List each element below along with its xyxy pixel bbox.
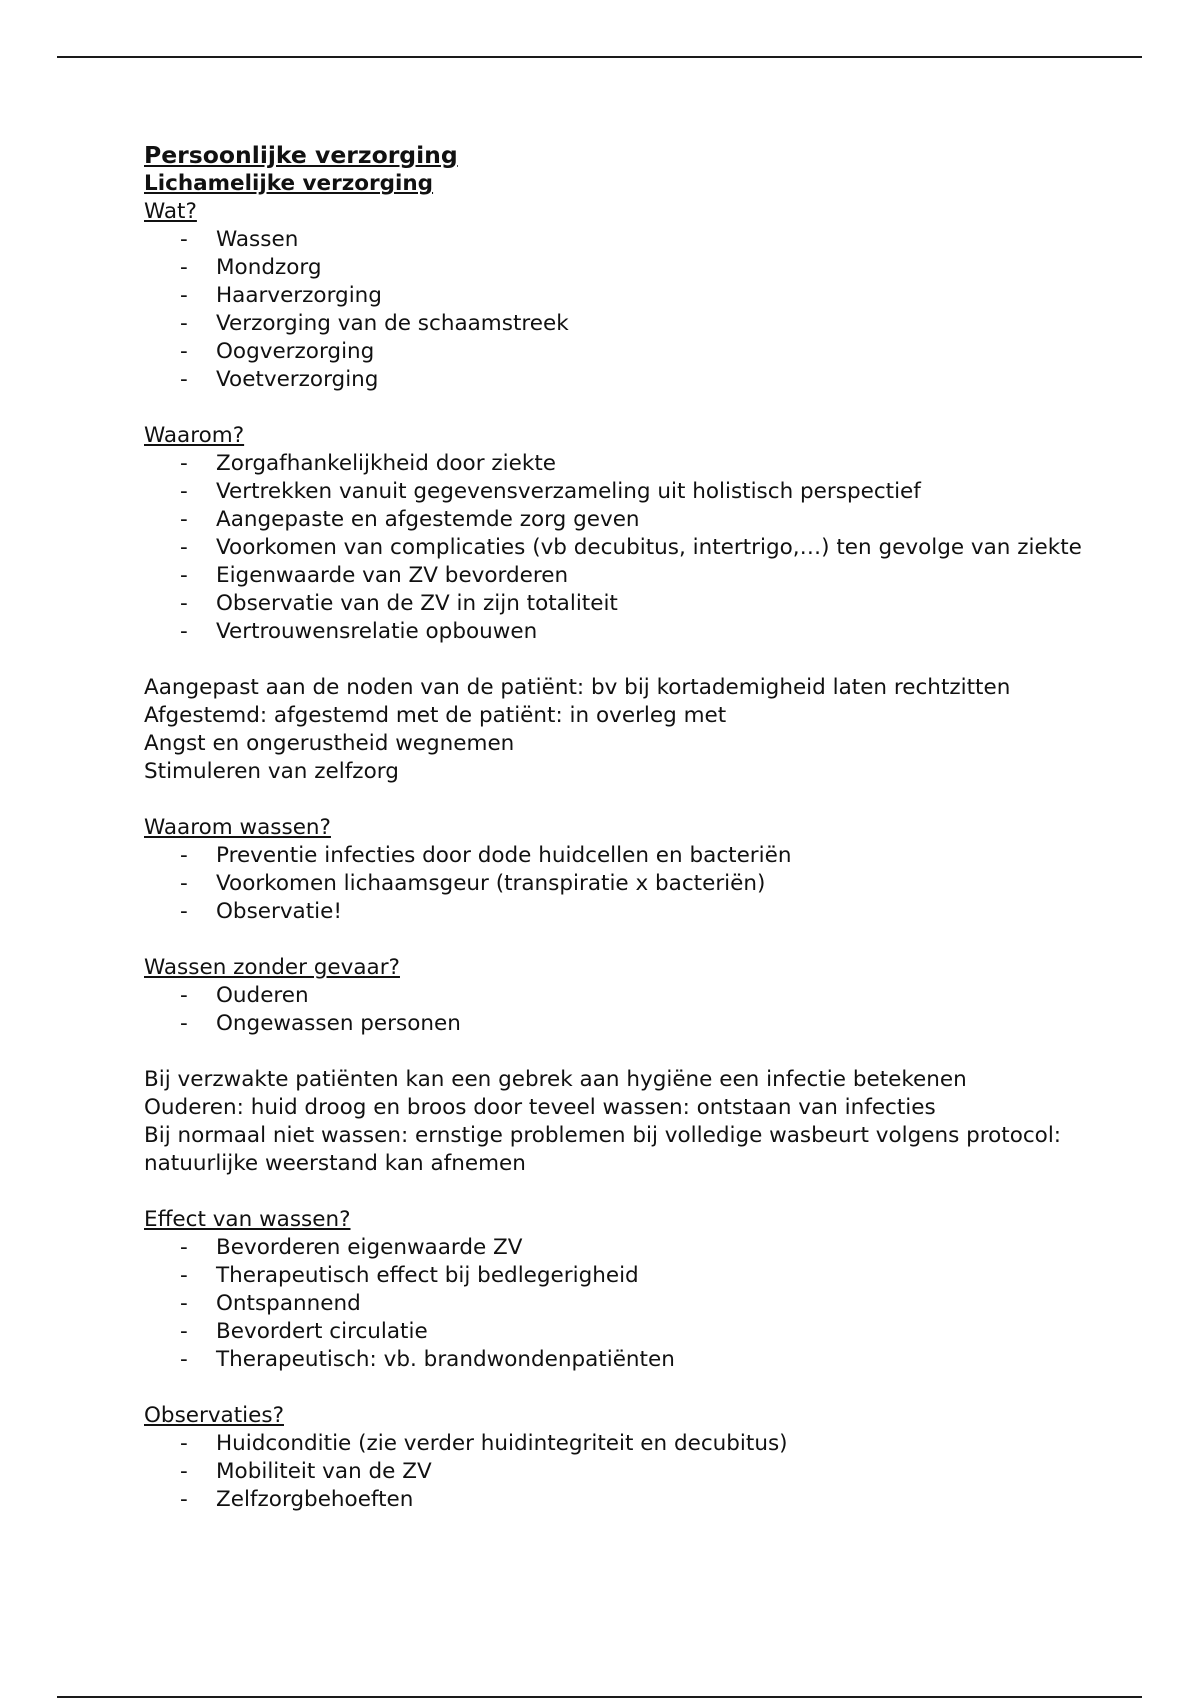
list-item: - Observatie van de ZV in zijn totaliteit (180, 591, 618, 616)
list-item: - Mobiliteit van de ZV (180, 1459, 432, 1484)
list-item: - Ontspannend (180, 1291, 361, 1316)
section-heading-observaties: Observaties? (144, 1403, 284, 1428)
document-body (144, 141, 1104, 1514)
list-item: - Zorgafhankelijkheid door ziekte (180, 451, 556, 476)
list-item: - Huidconditie (zie verder huidintegriteit en decubitus) (180, 1431, 788, 1456)
header-rule (57, 56, 1142, 58)
list-waarom (144, 450, 1104, 646)
list-observaties (144, 1430, 1104, 1514)
list-item: - Wassen (180, 227, 299, 252)
paragraph-line: Bij verzwakte patiënten kan een gebrek aan hygiëne een infectie betekenen (144, 1067, 967, 1092)
section-heading-wassen-gevaar: Wassen zonder gevaar? (144, 955, 400, 980)
section-heading-waarom-wassen: Waarom wassen? (144, 815, 331, 840)
paragraph-line: Bij normaal niet wassen: ernstige problemen bij volledige wasbeurt volgens protocol: natuurlijke weerstand kan afnemen (144, 1123, 1062, 1176)
list-item: - Mondzorg (180, 255, 322, 280)
list-item: - Vertrouwensrelatie opbouwen (180, 619, 538, 644)
list-item: - Eigenwaarde van ZV bevorderen (180, 563, 569, 588)
list-wat (144, 226, 1104, 394)
list-item: - Voorkomen van complicaties (vb decubitus, intertrigo,…) ten gevolge van ziekte (180, 535, 1082, 560)
paragraph-line: Afgestemd: afgestemd met de patiënt: in overleg met (144, 703, 727, 728)
list-waarom-wassen (144, 842, 1104, 926)
section-heading-wat: Wat? (144, 199, 197, 224)
list-item: - Preventie infecties door dode huidcellen en bacteriën (180, 843, 792, 868)
footer-rule (57, 1696, 1142, 1698)
list-effect (144, 1234, 1104, 1374)
paragraph-line: Aangepast aan de noden van de patiënt: bv bij kortademigheid laten rechtzitten (144, 675, 1011, 700)
paragraph-line: Stimuleren van zelfzorg (144, 759, 399, 784)
list-item: - Aangepaste en afgestemde zorg geven (180, 507, 640, 532)
list-item: - Verzorging van de schaamstreek (180, 311, 569, 336)
list-item: - Voorkomen lichaamsgeur (transpiratie x bacteriën) (180, 871, 766, 896)
list-item: - Zelfzorgbehoeften (180, 1487, 414, 1512)
list-item: - Bevorderen eigenwaarde ZV (180, 1235, 523, 1260)
list-item: - Vertrekken vanuit gegevensverzameling uit holistisch perspectief (180, 479, 921, 504)
list-item: - Ongewassen personen (180, 1011, 461, 1036)
document-subtitle: Lichamelijke verzorging (144, 171, 434, 196)
list-wassen-gevaar (144, 982, 1104, 1038)
list-item: - Therapeutisch effect bij bedlegerigheid (180, 1263, 639, 1288)
section-heading-effect: Effect van wassen? (144, 1207, 351, 1232)
document-title: Persoonlijke verzorging (144, 141, 458, 169)
paragraph-line: Angst en ongerustheid wegnemen (144, 731, 515, 756)
list-item: - Haarverzorging (180, 283, 382, 308)
list-item: - Observatie! (180, 899, 342, 924)
list-item: - Therapeutisch: vb. brandwondenpatiënten (180, 1347, 675, 1372)
list-item: - Bevordert circulatie (180, 1319, 428, 1344)
list-item: - Oogverzorging (180, 339, 375, 364)
paragraph-line: Ouderen: huid droog en broos door teveel wassen: ontstaan van infecties (144, 1095, 936, 1120)
list-item: - Voetverzorging (180, 367, 379, 392)
list-item: - Ouderen (180, 983, 309, 1008)
section-heading-waarom: Waarom? (144, 423, 245, 448)
